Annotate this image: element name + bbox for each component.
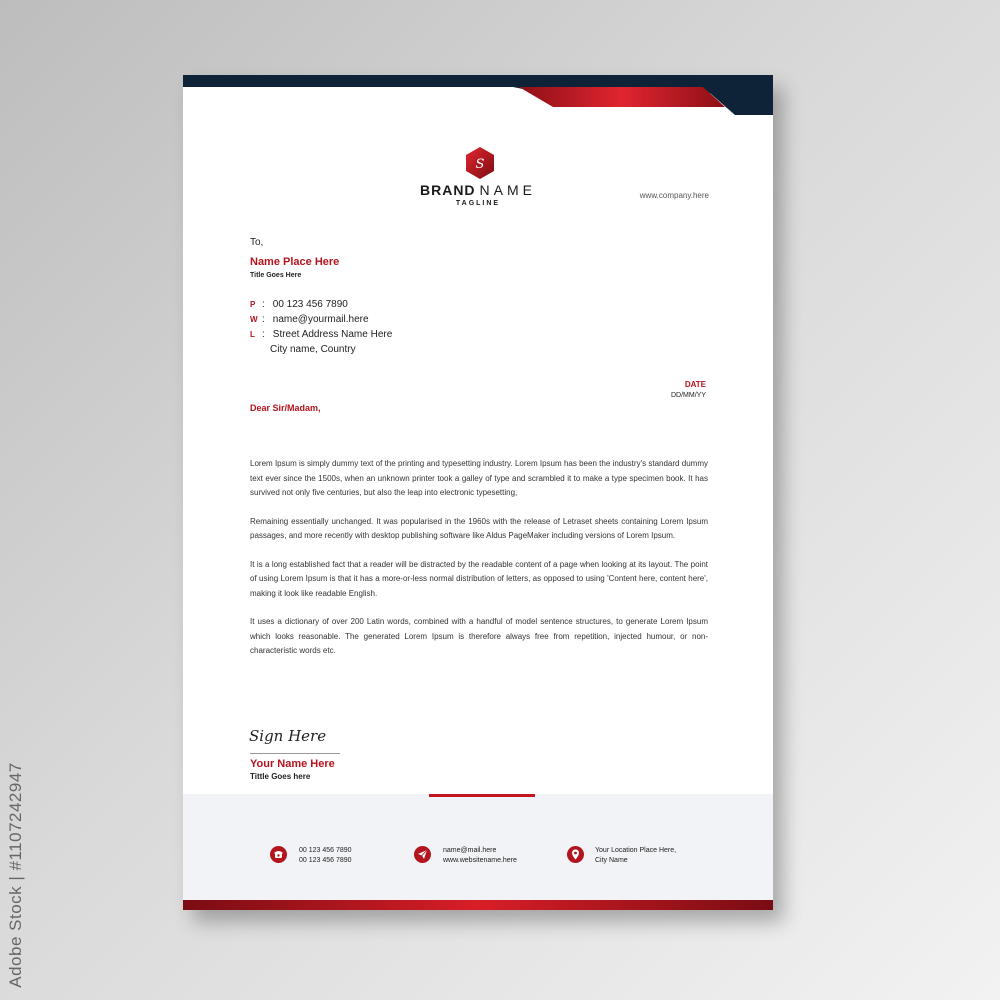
contact-email: name@yourmail.here [272,314,369,325]
footer-email: name@mail.here [443,847,497,854]
body-paragraph-3: It is a long established fact that a reader will be distracted by the readable content of a page when looking at its layout. The point of using Lorem Ipsum is that it has a more-or-less normal distribution of letters, as opposed to using 'Content here, content here', making it look like readable English. [250,559,708,598]
footer-phone-1: 00 123 456 7890 [299,847,352,854]
brand-tagline: TAGLINE [455,200,501,207]
company-website: www.company.here [639,191,709,200]
bottom-red-bar [183,900,773,910]
body-paragraph-2: Remaining essentially unchanged. It was popularised in the 1960s with the release of Letraset sheets containing Lorem Ipsum passages, and more recently with desktop publishing software like Aldus PageMaker including versions of Lorem Ipsum. [250,516,708,540]
hexagon-logo-icon [465,147,495,179]
location-label: L [250,330,255,339]
footer [183,794,773,900]
salutation: Dear Sir/Madam, [250,403,321,413]
stock-watermark [6,760,26,990]
contact-address-line1: Street Address Name Here [272,329,393,340]
phone-icon [270,846,287,863]
footer-location-line2: City Name [595,857,628,864]
signer-title: Tittle Goes here [250,772,311,781]
body-paragraph-4: It uses a dictionary of over 200 Latin words, combined with a handful of model sentence structures, to generate Lorem Ipsum which looks reasonable. The generated Lorem Ipsum is therefore always free from repetition, injected humour, or non-characteristic words etc. [250,617,708,655]
footer-website: www.websitename.here [443,857,517,864]
top-red-ribbon [513,85,773,115]
location-pin-icon [567,846,584,863]
recipient-title: Title Goes Here [250,272,302,279]
logo-letter: S [475,157,485,172]
footer-web [443,846,517,866]
contact-phone-row: P : 00 123 456 7890 [250,299,348,310]
contact-block [250,297,392,357]
recipient-name: Name Place Here [250,256,340,268]
letterhead-page [183,75,773,910]
date-label: DATE [684,380,706,389]
brand-light: NAME [479,182,536,198]
send-icon [414,846,431,863]
footer-location [595,846,676,866]
to-label: To, [250,237,264,248]
footer-phone-2: 00 123 456 7890 [299,857,352,864]
contact-address-row: L : Street Address Name Here [250,329,393,340]
body-paragraph-1: Lorem Ipsum is simply dummy text of the printing and typesetting industry. Lorem Ipsum has been the industry's standard dummy text ever since the 1500s, when an unknown printer took a galley of type and scrambled it to make a type specimen book. It has survived not only five centuries, but also the leap into electronic typesetting, [250,459,708,497]
phone-label: P [250,300,256,309]
contact-phone: 00 123 456 7890 [272,299,348,310]
signature-script: Sign Here [249,727,327,745]
footer-phones [299,846,352,866]
footer-location-line1: Your Location Place Here, [595,847,677,854]
date-value: DD/MM/YY [671,392,706,399]
contact-web-row: W : name@yourmail.here [250,314,369,325]
stock-watermark-text: Adobe Stock | #1107242947 [6,762,25,988]
brand-bold: BRAND [419,182,476,198]
signer-name: Your Name Here [250,758,335,770]
contact-address-line2: City name, Country [270,344,356,355]
letter-body [250,457,708,673]
signature-line [250,753,340,754]
web-label: W [250,315,258,324]
footer-accent-line [429,794,535,797]
